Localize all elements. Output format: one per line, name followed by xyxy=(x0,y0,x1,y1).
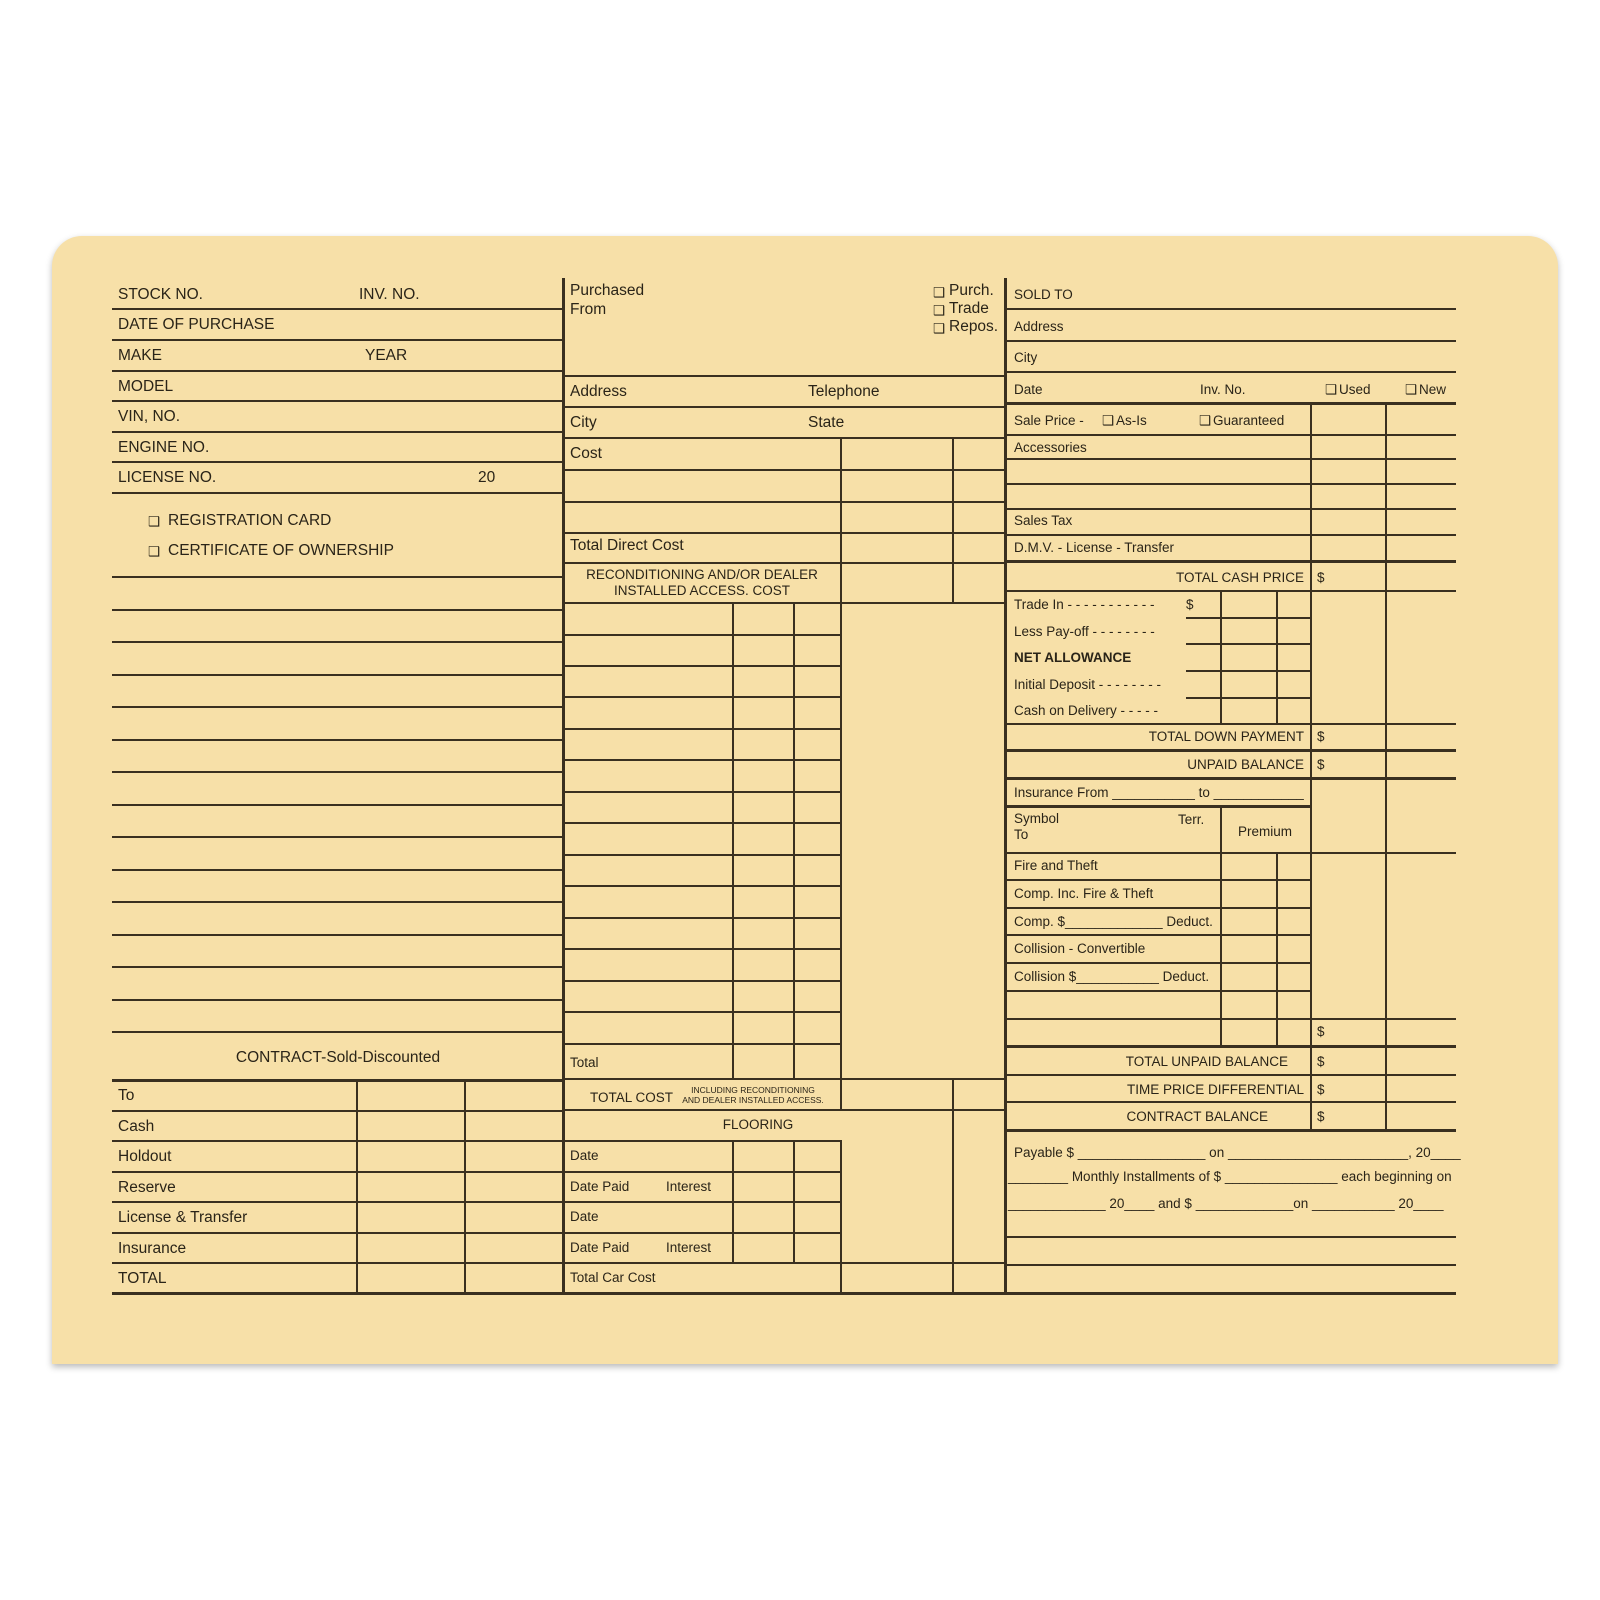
flooring-label: FLOORING xyxy=(722,1117,794,1132)
rule xyxy=(112,609,564,611)
trade-option: Trade xyxy=(949,300,989,317)
column-divider xyxy=(952,437,954,603)
license-year-20: 20 xyxy=(478,469,496,486)
date-of-purchase-label: DATE OF PURCHASE xyxy=(118,316,275,333)
checkbox-icon[interactable]: ❑ xyxy=(148,544,161,559)
rule xyxy=(1006,483,1456,485)
comp-deduct-label: Comp. $_____________ Deduct. xyxy=(1014,914,1213,929)
vin-no-label: VIN, NO. xyxy=(118,408,181,425)
rule xyxy=(564,885,840,887)
flooring-interest-label: Interest xyxy=(666,1179,712,1194)
contract-row-cash: Cash xyxy=(118,1118,155,1135)
rule xyxy=(1006,1236,1456,1238)
checkbox-icon[interactable]: ❑ xyxy=(933,303,946,318)
dollar-sign: $ xyxy=(1317,570,1325,585)
collision-deduct-label: Collision $___________ Deduct. xyxy=(1014,969,1210,984)
total-unpaid-balance-label: TOTAL UNPAID BALANCE xyxy=(1125,1054,1288,1069)
date-label: Date xyxy=(1014,382,1043,397)
rule xyxy=(1006,340,1456,342)
checkbox-icon[interactable]: ❑ xyxy=(1325,382,1338,397)
checkbox-icon[interactable]: ❑ xyxy=(933,321,946,336)
rule xyxy=(1006,534,1456,536)
telephone-label: Telephone xyxy=(808,383,880,400)
rule xyxy=(564,562,1004,564)
rule xyxy=(112,739,564,741)
rule xyxy=(564,1171,840,1173)
rule xyxy=(1006,990,1310,992)
dollar-sign: $ xyxy=(1317,1109,1325,1124)
initial-deposit-label: Initial Deposit - - - - - - - - xyxy=(1014,677,1162,692)
rule xyxy=(112,400,564,402)
cash-on-delivery-label: Cash on Delivery - - - - - xyxy=(1014,703,1159,718)
city-label: City xyxy=(570,414,597,431)
rule xyxy=(1186,643,1310,645)
section-divider xyxy=(1004,278,1007,1295)
contract-row-total: TOTAL xyxy=(118,1270,167,1287)
rule xyxy=(112,804,564,806)
rule xyxy=(1006,402,1456,405)
state-label: State xyxy=(808,414,845,431)
contract-row-reserve: Reserve xyxy=(118,1179,176,1196)
column-divider xyxy=(1276,852,1278,1046)
rule xyxy=(564,501,1004,503)
column-divider xyxy=(840,1140,842,1293)
rule xyxy=(1006,1292,1456,1295)
rule xyxy=(1006,907,1310,909)
column-divider xyxy=(464,1079,466,1293)
sold-to-label: SOLD TO xyxy=(1014,287,1073,302)
purchased-from-label: Purchased From xyxy=(570,282,645,318)
rule xyxy=(1006,852,1456,854)
rule xyxy=(112,1201,564,1203)
rule xyxy=(1186,697,1310,699)
rule xyxy=(564,1232,840,1234)
rule xyxy=(112,771,564,773)
used-label: Used xyxy=(1339,382,1371,397)
insurance-from-label: Insurance From ___________ to ____________ xyxy=(1014,785,1304,800)
column-divider xyxy=(732,602,734,1079)
total-car-cost-label: Total Car Cost xyxy=(570,1270,656,1285)
less-payoff-label: Less Pay-off - - - - - - - - xyxy=(1014,624,1155,639)
total-direct-cost-label: Total Direct Cost xyxy=(570,537,684,554)
rule xyxy=(1006,777,1456,780)
rule xyxy=(112,492,564,494)
rule xyxy=(112,1031,564,1033)
rule xyxy=(112,1232,564,1234)
rule xyxy=(1006,590,1456,592)
rule xyxy=(564,948,840,950)
cost-label: Cost xyxy=(570,445,602,462)
column-divider xyxy=(732,1140,734,1263)
rule xyxy=(564,437,1004,439)
column-divider xyxy=(840,437,842,603)
rule xyxy=(112,431,564,433)
rule xyxy=(564,1043,840,1045)
column-divider xyxy=(1310,402,1312,1130)
net-allowance-label: NET ALLOWANCE xyxy=(1014,650,1132,665)
contract-title: CONTRACT-Sold-Discounted xyxy=(235,1049,441,1066)
rule xyxy=(112,1140,564,1142)
reconditioning-label: RECONDITIONING AND/OR DEALER INSTALLED ACCESS. COST xyxy=(586,567,818,598)
contract-row-insurance: Insurance xyxy=(118,1240,187,1257)
contract-row-to: To xyxy=(118,1087,135,1104)
dollar-sign: $ xyxy=(1317,1054,1325,1069)
repos-option: Repos. xyxy=(949,318,999,335)
rule xyxy=(112,869,564,871)
rule xyxy=(1006,934,1310,936)
rule xyxy=(112,1079,564,1082)
rule xyxy=(112,934,564,936)
sale-price-label: Sale Price - xyxy=(1014,413,1084,428)
column-divider xyxy=(1220,590,1222,724)
rule xyxy=(564,1140,840,1142)
terr-label: Terr. xyxy=(1178,812,1205,827)
column-divider xyxy=(793,602,795,1079)
rule xyxy=(112,339,564,341)
comp-inc-label: Comp. Inc. Fire & Theft xyxy=(1014,886,1154,901)
rule xyxy=(564,1011,840,1013)
rule xyxy=(564,602,1004,604)
as-is-label: As-Is xyxy=(1116,413,1147,428)
guaranteed-label: Guaranteed xyxy=(1213,413,1285,428)
rule xyxy=(1006,879,1310,881)
trade-in-label: Trade In - - - - - - - - - - - xyxy=(1014,597,1155,612)
column-divider xyxy=(840,1078,842,1109)
collision-convertible-label: Collision - Convertible xyxy=(1014,941,1146,956)
rule xyxy=(1006,458,1456,460)
rule xyxy=(112,901,564,903)
rule xyxy=(1006,1018,1456,1020)
symbol-to-label: Symbol To xyxy=(1014,811,1060,842)
column-divider xyxy=(1276,590,1278,724)
rule xyxy=(564,728,840,730)
column-divider xyxy=(840,602,842,1079)
checkbox-icon[interactable]: ❑ xyxy=(148,514,161,529)
dollar-sign: $ xyxy=(1317,1082,1325,1097)
rule xyxy=(564,696,840,698)
stock-no-label: STOCK NO. xyxy=(118,286,203,303)
rule xyxy=(1186,670,1310,672)
certificate-of-ownership-label: CERTIFICATE OF OWNERSHIP xyxy=(168,542,394,559)
payable-line-3: _____________ 20____ and $ _____________on ___________ 20____ xyxy=(1008,1196,1444,1211)
rule xyxy=(564,759,840,761)
total-label: Total xyxy=(570,1055,599,1070)
model-label: MODEL xyxy=(118,378,174,395)
registration-card-label: REGISTRATION CARD xyxy=(168,512,332,529)
inv-no-label: INV. NO. xyxy=(359,286,420,303)
rule xyxy=(1006,723,1456,725)
unpaid-balance-label: UNPAID BALANCE xyxy=(1187,757,1304,772)
total-down-payment-label: TOTAL DOWN PAYMENT xyxy=(1148,729,1304,744)
rule xyxy=(564,822,840,824)
fire-theft-label: Fire and Theft xyxy=(1014,858,1098,873)
rule xyxy=(112,1292,564,1295)
accessories-label: Accessories xyxy=(1014,440,1087,455)
contract-balance-label: CONTRACT BALANCE xyxy=(1126,1109,1268,1124)
payable-line-2: ________ Monthly Installments of $ _______________ each beginning on xyxy=(1008,1169,1452,1184)
rule xyxy=(112,461,564,463)
section-divider xyxy=(562,278,565,1295)
address-label: Address xyxy=(1014,319,1064,334)
checkbox-icon[interactable]: ❑ xyxy=(1102,413,1115,428)
rule xyxy=(564,1292,1004,1295)
year-label: YEAR xyxy=(365,347,408,364)
dollar-sign: $ xyxy=(1317,757,1325,772)
rule xyxy=(1006,434,1456,436)
rule xyxy=(112,706,564,708)
flooring-date-label: Date xyxy=(570,1148,599,1163)
rule xyxy=(112,999,564,1001)
total-cash-price-label: TOTAL CASH PRICE xyxy=(1175,570,1304,585)
rule xyxy=(564,1201,840,1203)
rule xyxy=(564,1262,1004,1264)
flooring-date-paid-label: Date Paid xyxy=(570,1240,630,1255)
checkbox-icon[interactable]: ❑ xyxy=(1405,382,1418,397)
rule xyxy=(1006,1101,1456,1103)
rule xyxy=(1006,749,1456,752)
rule xyxy=(1006,308,1456,310)
license-no-label: LICENSE NO. xyxy=(118,469,217,486)
city-label: City xyxy=(1014,350,1038,365)
new-label: New xyxy=(1419,382,1447,397)
time-price-differential-label: TIME PRICE DIFFERENTIAL xyxy=(1126,1082,1304,1097)
checkbox-icon[interactable]: ❑ xyxy=(1199,413,1212,428)
address-label: Address xyxy=(570,383,627,400)
rule xyxy=(564,791,840,793)
contract-row-license-transfer: License & Transfer xyxy=(118,1209,248,1226)
rule xyxy=(112,308,564,310)
rule xyxy=(564,532,1004,534)
dollar-sign: $ xyxy=(1317,729,1325,744)
rule xyxy=(564,854,840,856)
column-divider xyxy=(793,1140,795,1263)
rule xyxy=(1006,1045,1456,1048)
rule xyxy=(112,836,564,838)
rule xyxy=(112,674,564,676)
column-divider xyxy=(356,1079,358,1293)
rule xyxy=(564,980,840,982)
rule xyxy=(1006,1129,1456,1132)
contract-row-holdout: Holdout xyxy=(118,1148,172,1165)
sales-tax-label: Sales Tax xyxy=(1014,513,1073,528)
rule xyxy=(1006,508,1456,510)
deal-jacket-form xyxy=(52,236,1558,1364)
rule xyxy=(564,375,1004,377)
rule xyxy=(564,917,840,919)
rule xyxy=(1006,805,1310,808)
make-label: MAKE xyxy=(118,347,162,364)
rule xyxy=(112,1262,564,1264)
dollar-sign: $ xyxy=(1186,597,1194,612)
rule xyxy=(112,576,564,578)
rule xyxy=(112,1110,564,1112)
flooring-interest-label: Interest xyxy=(666,1240,712,1255)
column-divider xyxy=(1385,402,1387,1130)
column-divider xyxy=(1220,805,1222,1046)
rule xyxy=(564,1109,1004,1111)
dmv-label: D.M.V. - License - Transfer xyxy=(1014,540,1175,555)
dollar-sign: $ xyxy=(1317,1024,1325,1039)
inv-no-label: Inv. No. xyxy=(1200,382,1246,397)
engine-no-label: ENGINE NO. xyxy=(118,439,210,456)
rule xyxy=(1006,560,1456,563)
total-cost-label: TOTAL COST xyxy=(590,1090,674,1105)
rule xyxy=(112,966,564,968)
rule xyxy=(564,634,840,636)
rule xyxy=(564,406,1004,408)
rule xyxy=(564,1078,1004,1080)
rule xyxy=(1006,1074,1456,1076)
rule xyxy=(1006,962,1310,964)
rule xyxy=(112,641,564,643)
rule xyxy=(112,1171,564,1173)
flooring-date-paid-label: Date Paid xyxy=(570,1179,630,1194)
total-cost-note: INCLUDING RECONDITIONING AND DEALER INSTALLED ACCESS. xyxy=(682,1085,824,1105)
rule xyxy=(1006,371,1456,373)
premium-label: Premium xyxy=(1238,824,1293,839)
checkbox-icon[interactable]: ❑ xyxy=(933,285,946,300)
flooring-date-label: Date xyxy=(570,1209,599,1224)
rule xyxy=(564,665,840,667)
rule xyxy=(564,469,1004,471)
rule xyxy=(112,370,564,372)
purch-option: Purch. xyxy=(949,282,994,299)
rule xyxy=(1006,1264,1456,1266)
payable-line-1: Payable $ _________________ on ________________________, 20____ xyxy=(1014,1145,1461,1160)
rule xyxy=(1186,617,1310,619)
